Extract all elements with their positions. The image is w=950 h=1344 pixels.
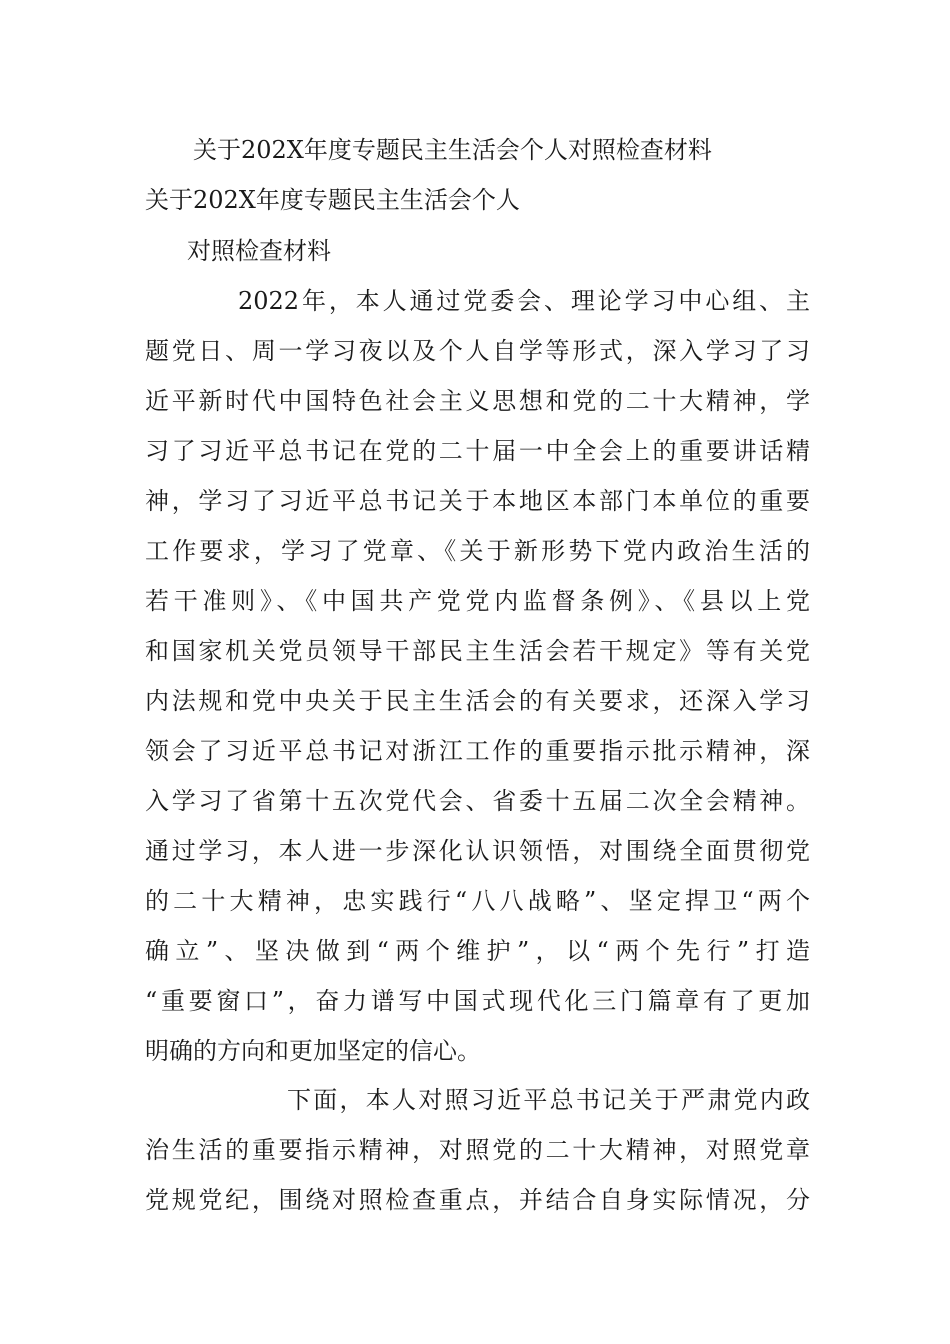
document-title: 关于202X年度专题民主生活会个人对照检查材料: [193, 136, 712, 164]
paragraph-1-line: 确立”、坚决做到“两个维护”，以“两个先行”打造: [145, 937, 810, 965]
paragraph-2-line: 下面，本人对照习近平总书记关于严肃党内政: [287, 1086, 810, 1114]
paragraph-1-line: 领会了习近平总书记对浙江工作的重要指示批示精神，深: [145, 737, 810, 765]
paragraph-2: [145, 1085, 810, 1235]
paragraph-1-line: 若干准则》、《中国共产党党内监督条例》、《县以上党: [145, 587, 810, 615]
paragraph-1-line: “重要窗口”，奋力谱写中国式现代化三门篇章有了更加: [145, 987, 810, 1015]
paragraph-1-line: 工作要求，学习了党章、《关于新形势下党内政治生活的: [145, 537, 810, 565]
document-subtitle-line-1: 关于202X年度专题民主生活会个人: [145, 186, 520, 214]
paragraph-1-line: 明确的方向和更加坚定的信心。: [145, 1037, 481, 1065]
paragraph-2-line: 党规党纪，围绕对照检查重点，并结合自身实际情况，分: [145, 1186, 810, 1214]
paragraph-1-line: 入学习了省第十五次党代会、省委十五届二次全会精神。: [145, 787, 810, 815]
paragraph-1-line: 神，学习了习近平总书记关于本地区本部门本单位的重要: [145, 487, 810, 515]
paragraph-1-line: 的二十大精神，忠实践行“八八战略”、坚定捍卫“两个: [145, 887, 810, 915]
paragraph-1-line: 和国家机关党员领导干部民主生活会若干规定》等有关党: [145, 637, 810, 665]
document-subtitle-line-2: 对照检查材料: [187, 237, 331, 265]
paragraph-1-line: 习了习近平总书记在党的二十届一中全会上的重要讲话精: [145, 437, 810, 465]
paragraph-1: [145, 286, 810, 1086]
paragraph-2-line: 治生活的重要指示精神，对照党的二十大精神，对照党章: [145, 1136, 810, 1164]
paragraph-1-line: 通过学习，本人进一步深化认识领悟，对围绕全面贯彻党: [145, 837, 810, 865]
paragraph-1-line: 2022年，本人通过党委会、理论学习中心组、主: [238, 287, 810, 315]
paragraph-1-line: 题党日、周一学习夜以及个人自学等形式，深入学习了习: [145, 337, 810, 365]
paragraph-1-line: 近平新时代中国特色社会主义思想和党的二十大精神，学: [145, 387, 810, 415]
paragraph-1-line: 内法规和党中央关于民主生活会的有关要求，还深入学习: [145, 687, 810, 715]
